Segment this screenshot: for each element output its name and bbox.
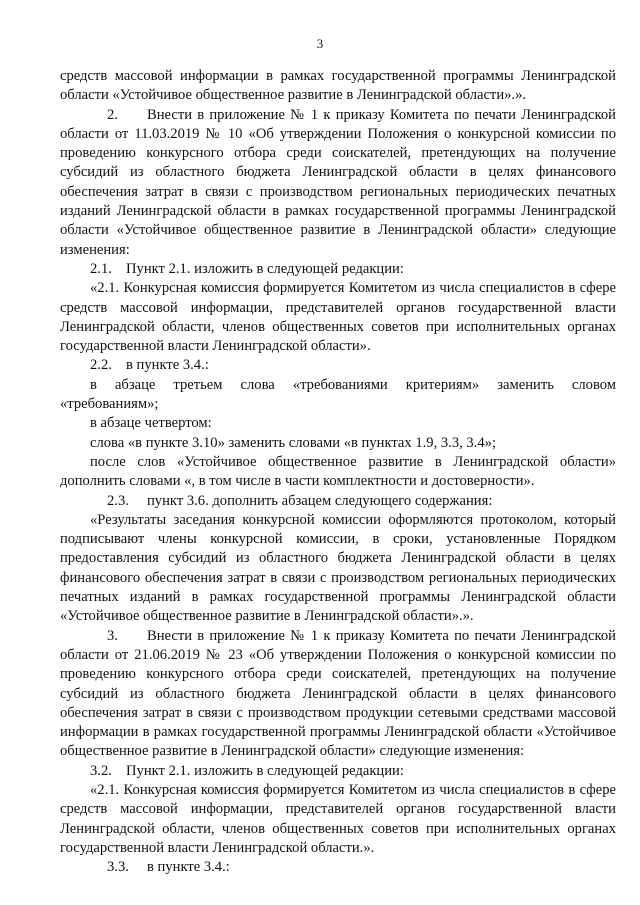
paragraph-3-3-text: в пункте 3.4.: xyxy=(147,859,230,876)
paragraph-2-1-quote: «2.1. Конкурсная комиссия формируется Комитетом из числа специалистов в сфере средств массовой информации, представителей органов государственной власти Ленинградской области, членов общественных советов при исполнительных органах государственной власти Ленинградской области». xyxy=(60,280,616,355)
item-number-2-3: 2.3. xyxy=(107,492,129,509)
paragraph-2 xyxy=(60,106,616,260)
paragraph-2-2 xyxy=(60,356,616,375)
paragraph-2-2-text: в пункте 3.4.: xyxy=(126,357,209,374)
paragraph-3-2-quote: «2.1. Конкурсная комиссия формируется Комитетом из числа специалистов в сфере средств массовой информации, представителей органов государственной власти Ленинградской области, членов общественных советов при исполнительных органах государственной власти Ленинградской области.». xyxy=(60,781,616,856)
paragraph-2-2-b: в абзаце четвертом: xyxy=(90,415,212,432)
paragraph-2-3-text: пункт 3.6. дополнить абзацем следующего содержания: xyxy=(147,492,493,509)
document-body xyxy=(60,67,616,877)
paragraph-3-3 xyxy=(60,858,616,877)
paragraph-2-text: Внести в приложение № 1 к приказу Комитета по печати Ленинградской области от 11.03.2019 № 10 «Об утверждении Положения о конкурсной комиссии по проведению конкурсного отбора среди соискателей, претендующих на получение субсидий из областного бюджета Ленинградской области в целях финансового обеспечения затрат в связи с производством региональных периодических печатных изданий Ленинградской области в рамках государственной программы Ленинградской области «Устойчивое общественное развитие в Ленинградской области» следующие изменения: xyxy=(60,106,616,258)
page-number: 3 xyxy=(316,36,324,51)
paragraph-2-1-text: Пункт 2.1. изложить в следующей редакции: xyxy=(126,260,404,277)
paragraph-2-2-c: слова «в пункте 3.10» заменить словами «в пунктах 1.9, 3.3, 3.4»; xyxy=(90,434,497,451)
paragraph-2-1 xyxy=(60,260,616,279)
paragraph-3-text: Внести в приложение № 1 к приказу Комитета по печати Ленинградской области от 21.06.2019 № 23 «Об утверждении Положения о конкурсной комиссии по проведению конкурсного отбора среди соискателей, претендующих на получение субсидий из областного бюджета Ленинградской области в целях финансового обеспечения затрат в связи с производством продукции сетевыми средствами массовой информации в рамках государственной программы Ленинградской области «Устойчивое общественное развитие в Ленинградской области» следующие изменения: xyxy=(60,627,616,760)
item-number-3: 3. xyxy=(107,627,118,644)
item-number-2: 2. xyxy=(107,106,118,123)
paragraph-2-3-quote: «Результаты заседания конкурсной комиссии оформляются протоколом, который подписывают члены конкурсной комиссии, в сроки, установленные Порядком предоставления субсидий из областного бюджета Ленинградской области в целях финансового обеспечения затрат в связи с производством региональных периодических печатных изданий в рамках государственной программы Ленинградской области «Устойчивое общественное развитие в Ленинградской области».». xyxy=(60,511,616,625)
paragraph-2-3 xyxy=(60,492,616,511)
item-number-3-2: 3.2. xyxy=(90,762,112,779)
paragraph-continuation: средств массовой информации в рамках государственной программы Ленинградской области «Устойчивое общественное развитие в Ленинградской области».». xyxy=(60,68,616,104)
item-number-2-1: 2.1. xyxy=(90,260,112,277)
paragraph-2-2-a: в абзаце третьем слова «требованиями критериям» заменить словом «требованиям»; xyxy=(60,376,616,413)
paragraph-3-2 xyxy=(60,762,616,781)
paragraph-2-2-d: после слов «Устойчивое общественное развитие в Ленинградской области» дополнить словами «, в том числе в части комплектности и достоверности». xyxy=(60,453,616,490)
item-number-3-3: 3.3. xyxy=(107,859,129,876)
paragraph-3-2-text: Пункт 2.1. изложить в следующей редакции: xyxy=(126,762,404,779)
paragraph-3 xyxy=(60,627,616,762)
item-number-2-2: 2.2. xyxy=(90,357,112,374)
